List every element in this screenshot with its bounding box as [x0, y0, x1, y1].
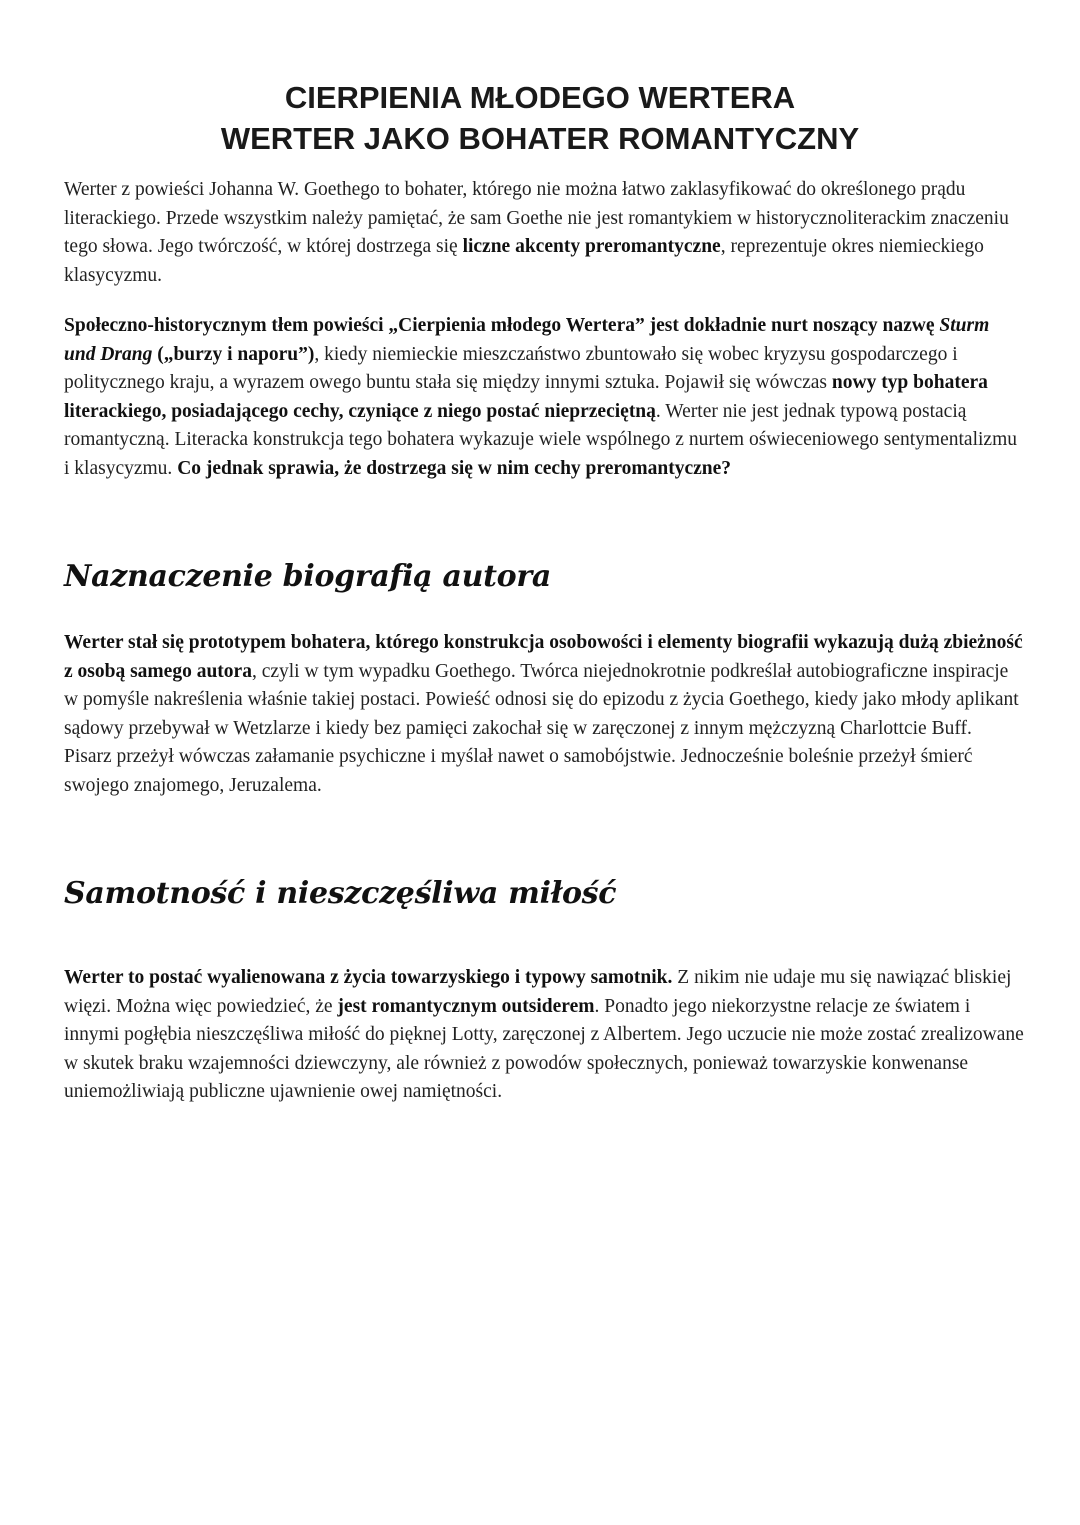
paragraph-historical-background [64, 312, 1024, 484]
bold-text-run: Werter stał się prototypem bohatera, którego konstrukcja osobowości i elementy biografii wykazują dużą zbieżność z osobą samego autora [64, 632, 1023, 682]
text-run: , kiedy niemieckie mieszczaństwo zbuntowało się wobec kryzysu gospodarczego i politycznego kraju, a wyrazem owego buntu stała się między innymi sztuka. Pojawił się wówczas [64, 343, 958, 394]
bold-text-run: liczne akcenty preromantyczne [462, 236, 721, 258]
document-title-line-1: CIERPIENIA MŁODEGO WERTERA [284, 80, 796, 115]
bold-text-run: („burzy i naporu”) [152, 343, 315, 365]
italic-term: Sturm und Drang [64, 315, 990, 365]
text-run: , reprezentuje okres niemieckiego klasycyzmu. [64, 236, 984, 286]
section-heading-loneliness: Samotność i nieszczęśliwa miłość [64, 876, 617, 911]
document-title-line-2: WERTER JAKO BOHATER ROMANTYCZNY [220, 121, 860, 156]
paragraph-intro [64, 176, 1024, 290]
bold-text-run: nowy typ bohatera literackiego, posiadającego cechy, czyniące z niego postać nieprzeciętną [64, 372, 988, 422]
section-heading-biography: Naznaczenie biografią autora [64, 559, 552, 594]
text-run: Werter z powieści Johanna W. Goethego to bohater, którego nie można łatwo zaklasyfikować do określonego prądu literackiego. Przede wszystkim należy pamiętać, że sam Goethe nie jest romantykiem w historycznoliterackim znaczeniu tego słowa. Jego twórczość, w której dostrzega się [64, 179, 1009, 258]
bold-text-run: Co jednak sprawia, że dostrzega się w nim cechy preromantyczne? [177, 457, 732, 479]
bold-text-run: Społeczno-historycznym tłem powieści „Cierpienia młodego Wertera” jest dokładnie nurt noszący nazwę [64, 315, 940, 336]
text-run: . Werter nie jest jednak typową postacią romantyczną. Literacka konstrukcja tego bohatera wykazuje wiele wspólnego z nurtem oświeceniowego sentymentalizmu i klasycyzmu. [64, 400, 1017, 479]
bold-text-run: jest romantycznym outsiderem [337, 995, 595, 1017]
paragraph-biography [64, 629, 1024, 801]
bold-text-run: Werter to postać wyalienowana z życia towarzyskiego i typowy samotnik. [64, 967, 673, 988]
text-run: Z nikim nie udaje mu się nawiązać bliskiej więzi. Można więc powiedzieć, że [64, 967, 1012, 1017]
paragraph-loneliness [64, 964, 1024, 1107]
text-run: . Ponadto jego niekorzystne relacje ze światem i innymi pogłębia nieszczęśliwa miłość do pięknej Lotty, zaręczonej z Albertem. Jego uczucie nie może zostać zrealizowane w skutek braku wzajemności dziewczyny, ale również z powodów społecznych, ponieważ towarzyskie konwenanse uniemożliwiają publiczne ujawnienie owej namiętności. [64, 995, 1024, 1103]
text-run: , czyli w tym wypadku Goethego. Twórca niejednokrotnie podkreślał autobiograficzne inspiracje w pomyśle nakreślenia właśnie takiej postaci. Powieść odnosi się do epizodu z życia Goethego, kiedy jako młody aplikant sądowy przebywał w Wetzlarze i kiedy bez pamięci zakochał się w zaręczonej z innym mężczyzną Charlottcie Buff. Pisarz przeżył wówczas załamanie psychiczne i myślał nawet o samobójstwie. Jednocześnie boleśnie przeżył śmierć swojego znajomego, Jeruzalema. [64, 660, 1019, 796]
